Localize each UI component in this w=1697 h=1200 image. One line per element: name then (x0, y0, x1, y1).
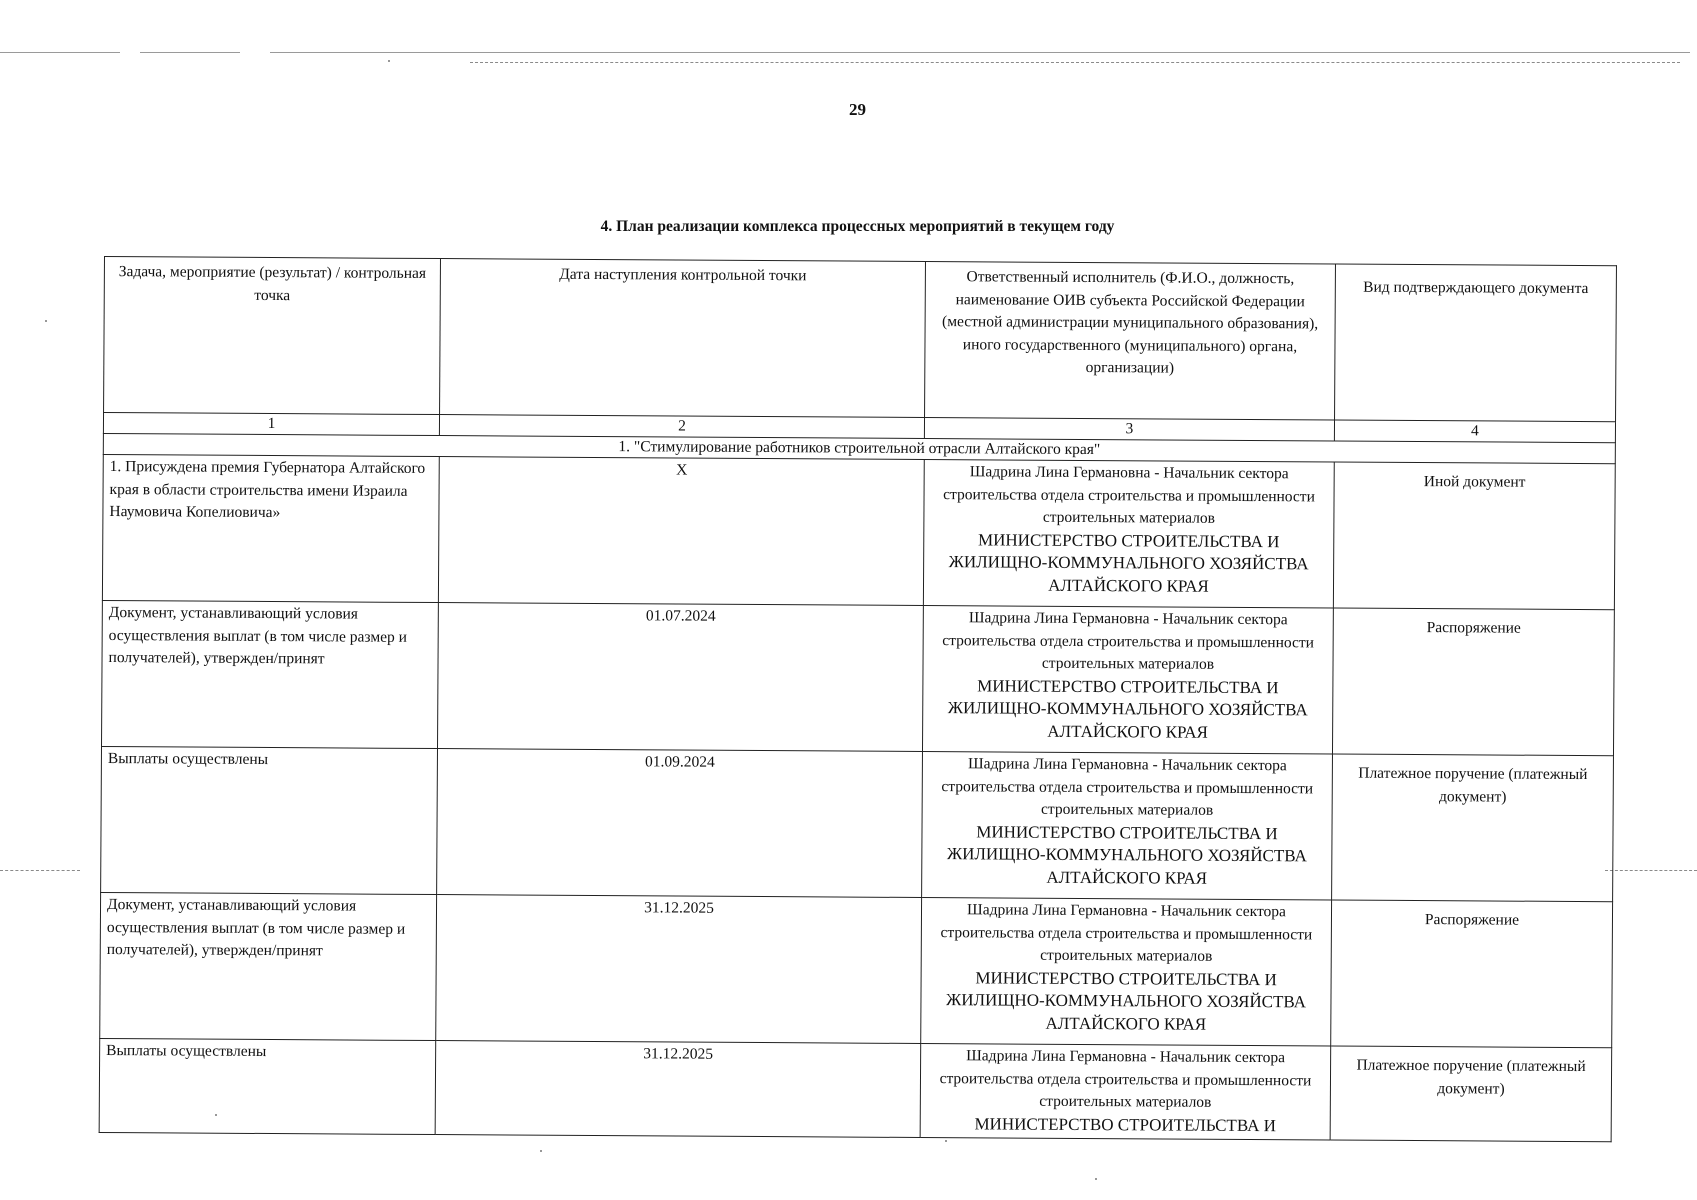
responsible-person: Шадрина Лина Германовна - Начальник сектора строительства отдела строительства и промышленности строительных материалов (939, 1047, 1312, 1111)
table-header-row (104, 257, 1617, 422)
task-cell: 1. Присуждена премия Губернатора Алтайского края в области строительства имени Израила Наумовича Копелиовича» (102, 454, 439, 602)
header-task: Задача, мероприятие (результат) / контрольная точка (104, 257, 441, 415)
column-number: 4 (1334, 420, 1615, 443)
responsible-cell (922, 752, 1333, 901)
date-cell: 01.07.2024 (437, 603, 923, 752)
section-title: 4. План реализации комплекса процессных мероприятий в текущем году (600, 218, 1115, 235)
scan-line (0, 52, 120, 53)
table-row (102, 454, 1615, 609)
table-row (102, 600, 1615, 755)
date-cell: 01.09.2024 (437, 749, 923, 898)
responsible-cell (922, 606, 1333, 755)
header-document-type: Вид подтверждающего документа (1335, 264, 1617, 422)
scan-line (0, 870, 80, 871)
scan-speck (945, 1140, 947, 1142)
scan-line (470, 62, 1680, 63)
responsible-cell (923, 460, 1334, 609)
responsible-person: Шадрина Лина Германовна - Начальник сектора строительства отдела строительства и промышленности строительных материалов (942, 609, 1315, 673)
document-type-cell: Платежное поручение (платежный документ) (1332, 754, 1614, 902)
responsible-cell (921, 898, 1332, 1047)
date-cell: 31.12.2025 (435, 1041, 921, 1138)
page-number: 29 (849, 100, 866, 119)
scan-speck (388, 60, 390, 62)
scan-line (140, 52, 240, 53)
scan-speck (1095, 1178, 1097, 1180)
document-type-cell: Платежное поручение (платежный документ) (1330, 1046, 1612, 1142)
responsible-cell (920, 1044, 1331, 1141)
task-cell: Документ, устанавливающий условия осуществления выплат (в том числе размер и получателей), утвержден/принят (102, 600, 439, 748)
plan-table (99, 256, 1617, 1142)
task-cell: Выплаты осуществлены (99, 1038, 436, 1134)
date-cell: 31.12.2025 (436, 895, 922, 1044)
responsible-organization: МИНИСТЕРСТВО СТРОИТЕЛЬСТВА И ЖИЛИЩНО-КОММУНАЛЬНОГО ХОЗЯЙСТВА АЛТАЙСКОГО КРАЯ (947, 675, 1308, 742)
header-responsible: Ответственный исполнитель (Ф.И.О., должность, наименование ОИВ субъекта Российской Федерации (местной администрации муниципального образования), иного государственного (муниципального) органа, организации) (925, 262, 1336, 421)
responsible-organization: МИНИСТЕРСТВО СТРОИТЕЛЬСТВА И (974, 1113, 1276, 1135)
table-row (99, 1038, 1612, 1141)
task-cell: Выплаты осуществлены (101, 746, 438, 894)
scan-line (270, 52, 1690, 53)
document-type-cell: Иной документ (1333, 462, 1615, 610)
header-date: Дата наступления контрольной точки (440, 259, 926, 418)
table-row (101, 746, 1614, 901)
scan-line (1605, 870, 1697, 871)
responsible-organization: МИНИСТЕРСТВО СТРОИТЕЛЬСТВА И ЖИЛИЩНО-КОММУНАЛЬНОГО ХОЗЯЙСТВА АЛТАЙСКОГО КРАЯ (948, 529, 1309, 596)
table-row (100, 892, 1613, 1047)
scan-speck (540, 1150, 542, 1152)
responsible-organization: МИНИСТЕРСТВО СТРОИТЕЛЬСТВА И ЖИЛИЩНО-КОММУНАЛЬНОГО ХОЗЯЙСТВА АЛТАЙСКОГО КРАЯ (946, 821, 1307, 888)
group-title: 1. "Стимулирование работников строительной отрасли Алтайского края" (103, 433, 1615, 463)
responsible-person: Шадрина Лина Германовна - Начальник сектора строительства отдела строительства и промышленности строительных материалов (943, 463, 1315, 527)
responsible-person: Шадрина Лина Германовна - Начальник сектора строительства отдела строительства и промышленности строительных материалов (941, 755, 1314, 819)
document-type-cell: Распоряжение (1331, 900, 1613, 1048)
column-number: 1 (103, 413, 439, 436)
responsible-person: Шадрина Лина Германовна - Начальник сектора строительства отдела строительства и промышленности строительных материалов (940, 901, 1313, 965)
column-number: 2 (439, 415, 924, 439)
responsible-organization: МИНИСТЕРСТВО СТРОИТЕЛЬСТВА И ЖИЛИЩНО-КОММУНАЛЬНОГО ХОЗЯЙСТВА АЛТАЙСКОГО КРАЯ (945, 967, 1306, 1034)
scan-speck (45, 320, 47, 322)
date-cell: Х (438, 457, 924, 606)
column-number: 3 (924, 418, 1334, 442)
document-type-cell: Распоряжение (1332, 608, 1614, 756)
task-cell: Документ, устанавливающий условия осуществления выплат (в том числе размер и получателей), утвержден/принят (100, 892, 437, 1040)
